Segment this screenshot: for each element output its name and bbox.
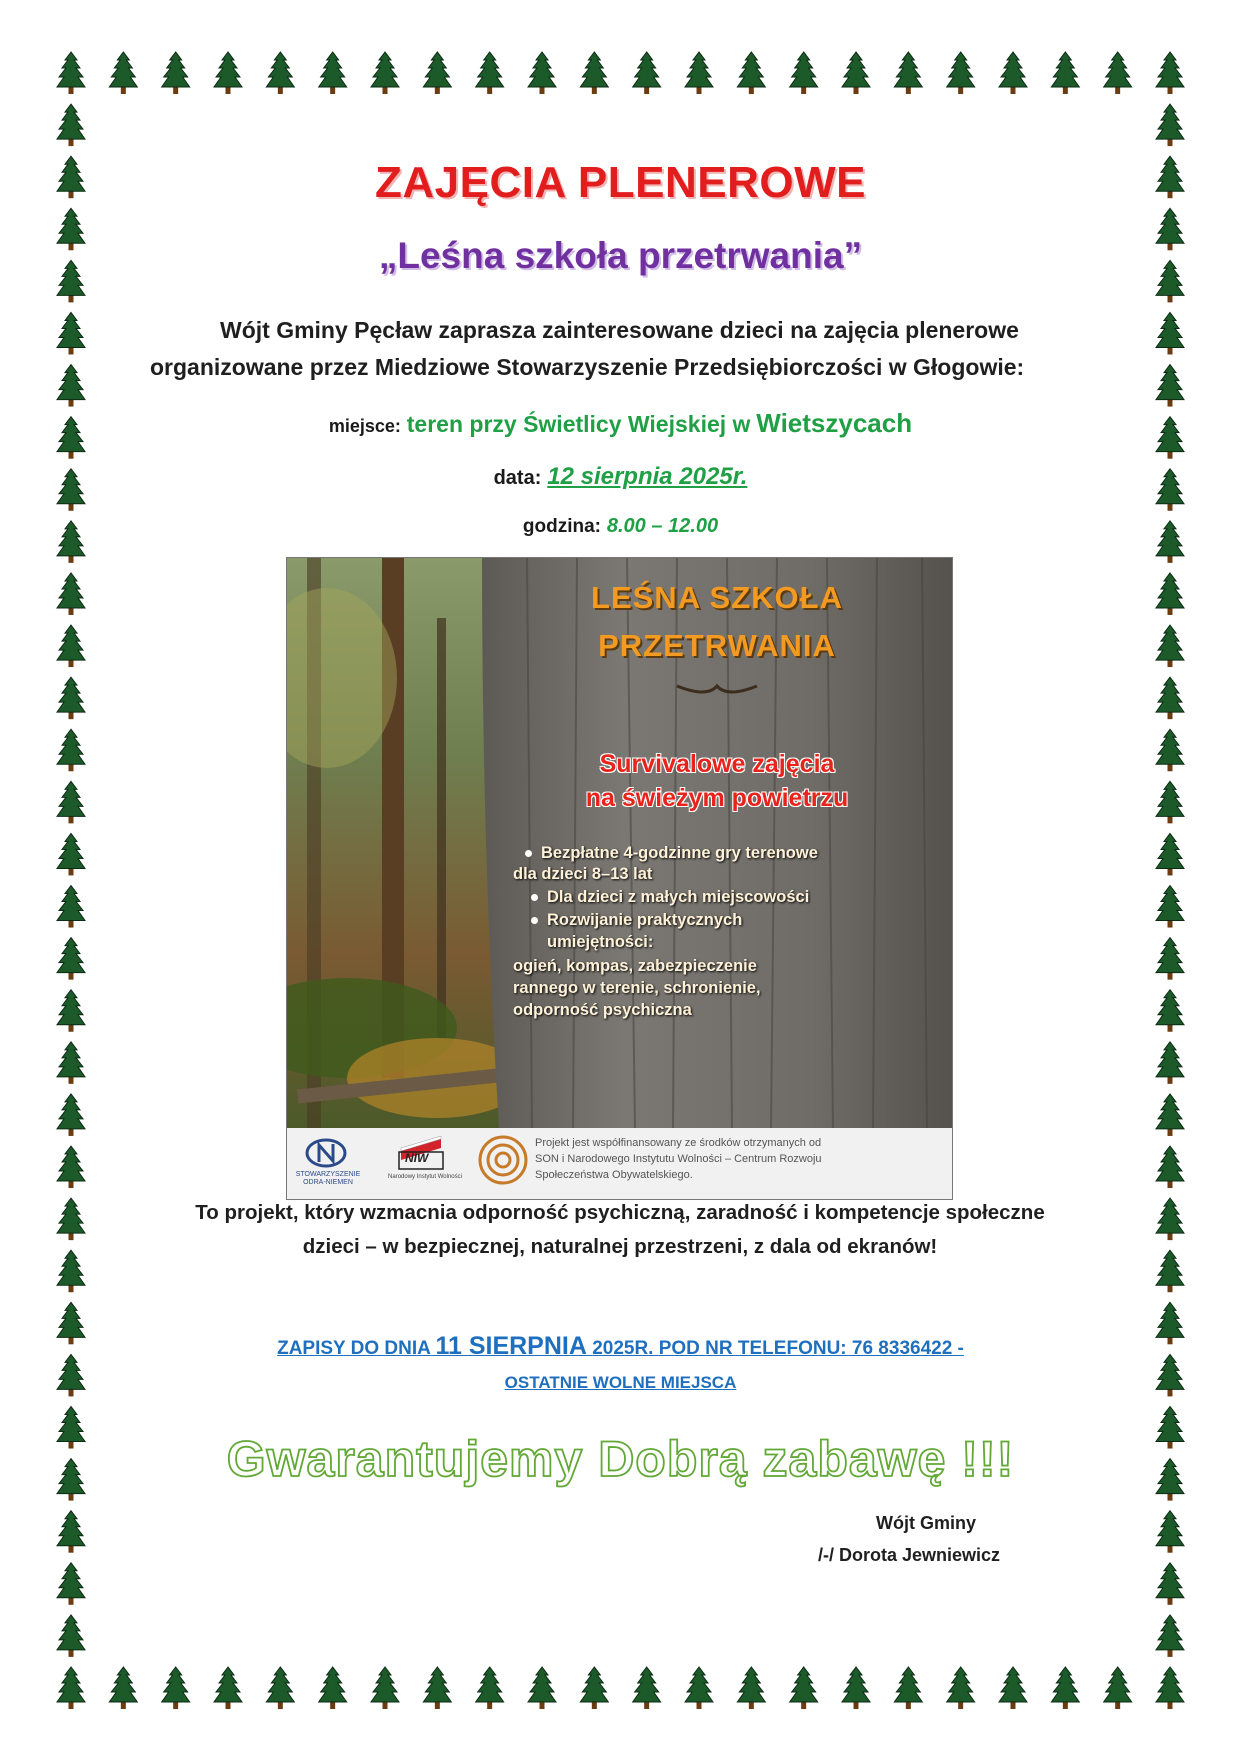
pine-tree-icon xyxy=(1156,365,1184,407)
pine-tree-icon xyxy=(266,52,294,94)
poster-bullet-1-cont: dla dzieci 8–13 lat xyxy=(513,865,653,883)
pine-tree-icon xyxy=(266,1667,294,1709)
poster-bullet-1 xyxy=(525,844,818,863)
pine-tree-icon xyxy=(214,52,242,94)
pine-tree-icon xyxy=(1051,1667,1079,1709)
intro-text xyxy=(150,312,1100,386)
pine-tree-icon xyxy=(57,104,85,146)
pine-tree-icon xyxy=(842,52,870,94)
pine-tree-icon xyxy=(790,1667,818,1709)
closing-line-2: dzieci – w bezpiecznej, naturalnej przestrzeni, z dala od ekranów! xyxy=(302,1235,938,1258)
pine-tree-icon xyxy=(894,1667,922,1709)
pine-tree-icon xyxy=(1156,312,1184,354)
pine-tree-icon xyxy=(423,52,451,94)
pine-tree-icon xyxy=(580,52,608,94)
pine-tree-icon xyxy=(423,1667,451,1709)
niw-logo-caption: Narodowy Instytut Wolności xyxy=(388,1174,462,1180)
pine-tree-icon xyxy=(685,52,713,94)
pine-tree-icon xyxy=(57,1198,85,1240)
pine-tree-icon xyxy=(633,1667,661,1709)
niw-logo-text: NIW xyxy=(405,1151,429,1165)
pine-tree-icon xyxy=(580,1667,608,1709)
pine-tree-icon xyxy=(57,1250,85,1292)
slogan: Gwarantujemy Dobrą zabawę !!! xyxy=(226,1431,1015,1487)
pine-tree-icon xyxy=(57,1042,85,1084)
pine-tree-icon xyxy=(685,1667,713,1709)
date-label: data: xyxy=(493,467,542,489)
signup-line-1 xyxy=(0,1332,1241,1361)
poster-title-line-2: PRZETRWANIA xyxy=(598,628,836,663)
pine-tree-icon xyxy=(1156,1198,1184,1240)
bullet-icon xyxy=(531,894,538,901)
pine-tree-icon xyxy=(1156,1042,1184,1084)
signup-line-2: OSTATNIE WOLNE MIEJSCA xyxy=(504,1373,737,1392)
spiral-logo-icon xyxy=(477,1134,529,1186)
pine-tree-icon xyxy=(109,1667,137,1709)
closing-line-1: To projekt, który wzmacnia odporność psychiczną, zaradność i kompetencje społeczne xyxy=(195,1201,1045,1224)
pine-tree-icon xyxy=(319,52,347,94)
pine-tree-icon xyxy=(1156,990,1184,1032)
signup-part-1: ZAPISY DO DNIA xyxy=(277,1338,431,1359)
pine-tree-icon xyxy=(371,1667,399,1709)
pine-tree-icon xyxy=(947,1667,975,1709)
pine-tree-icon xyxy=(737,52,765,94)
intro-line-1: Wójt Gminy Pęcław zaprasza zainteresowane dzieci na zajęcia plenerowe xyxy=(220,317,1019,343)
poster-subtitle-line-2: na świeżym powietrzu xyxy=(585,784,849,812)
date-value: 12 sierpnia 2025r. xyxy=(547,463,748,490)
pine-tree-icon xyxy=(1156,938,1184,980)
pine-tree-icon xyxy=(1156,729,1184,771)
logo1-line-2: ODRA-NIEMEN xyxy=(303,1179,353,1186)
pine-tree-icon xyxy=(1104,1667,1132,1709)
pine-tree-icon xyxy=(1156,573,1184,615)
pine-tree-icon xyxy=(57,312,85,354)
pine-tree-icon xyxy=(57,1667,85,1709)
pine-tree-icon xyxy=(1156,1094,1184,1136)
pine-tree-icon xyxy=(57,1615,85,1657)
pine-tree-icon xyxy=(737,1667,765,1709)
closing-text xyxy=(140,1196,1100,1264)
signup-deadline: 11 SIERPNIA xyxy=(435,1332,587,1360)
pine-tree-icon xyxy=(162,1667,190,1709)
bullet-icon xyxy=(525,850,532,857)
signature-name: /-/ Dorota Jewniewicz xyxy=(818,1545,1001,1565)
pine-tree-icon xyxy=(1104,52,1132,94)
date-row xyxy=(0,463,1241,491)
poster-bullet-2 xyxy=(531,888,809,907)
pine-tree-icon xyxy=(1156,781,1184,823)
pine-tree-icon xyxy=(1156,104,1184,146)
pine-tree-icon xyxy=(109,52,137,94)
pine-tree-icon xyxy=(842,1667,870,1709)
place-town: Wietszycach xyxy=(756,408,913,438)
pine-tree-icon xyxy=(894,52,922,94)
funding-text xyxy=(535,1135,940,1183)
signature-role: Wójt Gminy xyxy=(876,1513,976,1533)
pine-tree-icon xyxy=(57,833,85,875)
pine-tree-icon xyxy=(1156,1250,1184,1292)
pine-tree-icon xyxy=(57,1146,85,1188)
poster-skills-line-1: ogień, kompas, zabezpieczenie xyxy=(513,957,757,975)
time-label: godzina: xyxy=(522,516,602,537)
pine-tree-icon xyxy=(1156,677,1184,719)
intro-line-2: organizowane przez Miedziowe Stowarzyszenie Przedsiębiorczości w Głogowie: xyxy=(150,354,1025,380)
pine-tree-icon xyxy=(57,729,85,771)
funding-line-2: SON i Narodowego Instytutu Wolności – Centrum Rozwoju xyxy=(535,1153,822,1165)
bullet-icon xyxy=(531,917,538,924)
pine-tree-icon xyxy=(1156,52,1184,94)
pine-tree-icon xyxy=(371,52,399,94)
stowarzyszenie-logo-text xyxy=(291,1171,365,1187)
pine-tree-icon xyxy=(1156,1563,1184,1605)
pine-tree-icon xyxy=(790,52,818,94)
pine-tree-icon xyxy=(1156,1146,1184,1188)
event-poster xyxy=(286,557,953,1200)
pine-tree-icon xyxy=(476,52,504,94)
place-label: miejsce: xyxy=(328,416,401,436)
poster-title-line-1: LEŚNA SZKOŁA xyxy=(591,580,843,615)
signup-part-3: 2025R. POD NR TELEFONU: 76 8336422 - xyxy=(592,1338,964,1359)
stowarzyszenie-logo-icon xyxy=(305,1138,347,1168)
poster-bullet-1-text: Bezpłatne 4-godzinne gry terenowe xyxy=(541,844,818,862)
pine-tree-icon xyxy=(57,625,85,667)
pine-tree-icon xyxy=(57,1563,85,1605)
poster-skills-line-2: rannego w terenie, schronienie, xyxy=(513,979,761,997)
poster-skills-line-3: odporność psychiczna xyxy=(513,1001,692,1019)
poster-subtitle-line-1: Survivalowe zajęcia xyxy=(599,750,835,778)
pine-tree-icon xyxy=(57,1094,85,1136)
pine-tree-icon xyxy=(999,1667,1027,1709)
pine-tree-icon xyxy=(1156,625,1184,667)
pine-tree-icon xyxy=(947,52,975,94)
pine-tree-icon xyxy=(57,990,85,1032)
pine-tree-icon xyxy=(1156,1615,1184,1657)
pine-tree-icon xyxy=(1051,52,1079,94)
place-row xyxy=(0,408,1241,439)
pine-tree-icon xyxy=(57,938,85,980)
pine-tree-icon xyxy=(57,1511,85,1553)
page-title: ZAJĘCIA PLENEROWE xyxy=(375,158,866,207)
time-row xyxy=(0,514,1241,538)
pine-tree-icon xyxy=(319,1667,347,1709)
pine-tree-icon xyxy=(57,573,85,615)
pine-tree-icon xyxy=(162,52,190,94)
pine-tree-icon xyxy=(57,781,85,823)
pine-tree-icon xyxy=(1156,833,1184,875)
pine-tree-icon xyxy=(633,52,661,94)
pine-tree-icon xyxy=(1156,1511,1184,1553)
pine-tree-icon xyxy=(476,1667,504,1709)
pine-tree-icon xyxy=(1156,1667,1184,1709)
pine-tree-icon xyxy=(57,886,85,928)
poster-bullet-3 xyxy=(531,911,742,930)
page-subtitle: „Leśna szkoła przetrwania” xyxy=(378,235,863,276)
pine-tree-icon xyxy=(1156,886,1184,928)
pine-tree-icon xyxy=(214,1667,242,1709)
pine-tree-icon xyxy=(57,677,85,719)
poster-logo-bar xyxy=(287,1128,952,1199)
pine-tree-icon xyxy=(528,1667,556,1709)
funding-line-3: Społeczeństwa Obywatelskiego. xyxy=(535,1169,693,1181)
poster-bullet-3-text: Rozwijanie praktycznych xyxy=(547,911,743,929)
pine-tree-icon xyxy=(57,365,85,407)
place-value: teren przy Świetlicy Wiejskiej w xyxy=(406,411,751,437)
poster-bullet-2-text: Dla dzieci z małych miejscowości xyxy=(547,888,810,906)
logo1-line-1: STOWARZYSZENIE xyxy=(295,1171,361,1178)
poster-bullet-3-cont: umiejętności: xyxy=(547,933,654,951)
funding-line-1: Projekt jest współfinansowany ze środków otrzymanych od xyxy=(535,1137,822,1149)
pine-tree-icon xyxy=(999,52,1027,94)
time-value: 8.00 – 12.00 xyxy=(606,515,719,537)
pine-tree-icon xyxy=(57,52,85,94)
pine-tree-icon xyxy=(528,52,556,94)
